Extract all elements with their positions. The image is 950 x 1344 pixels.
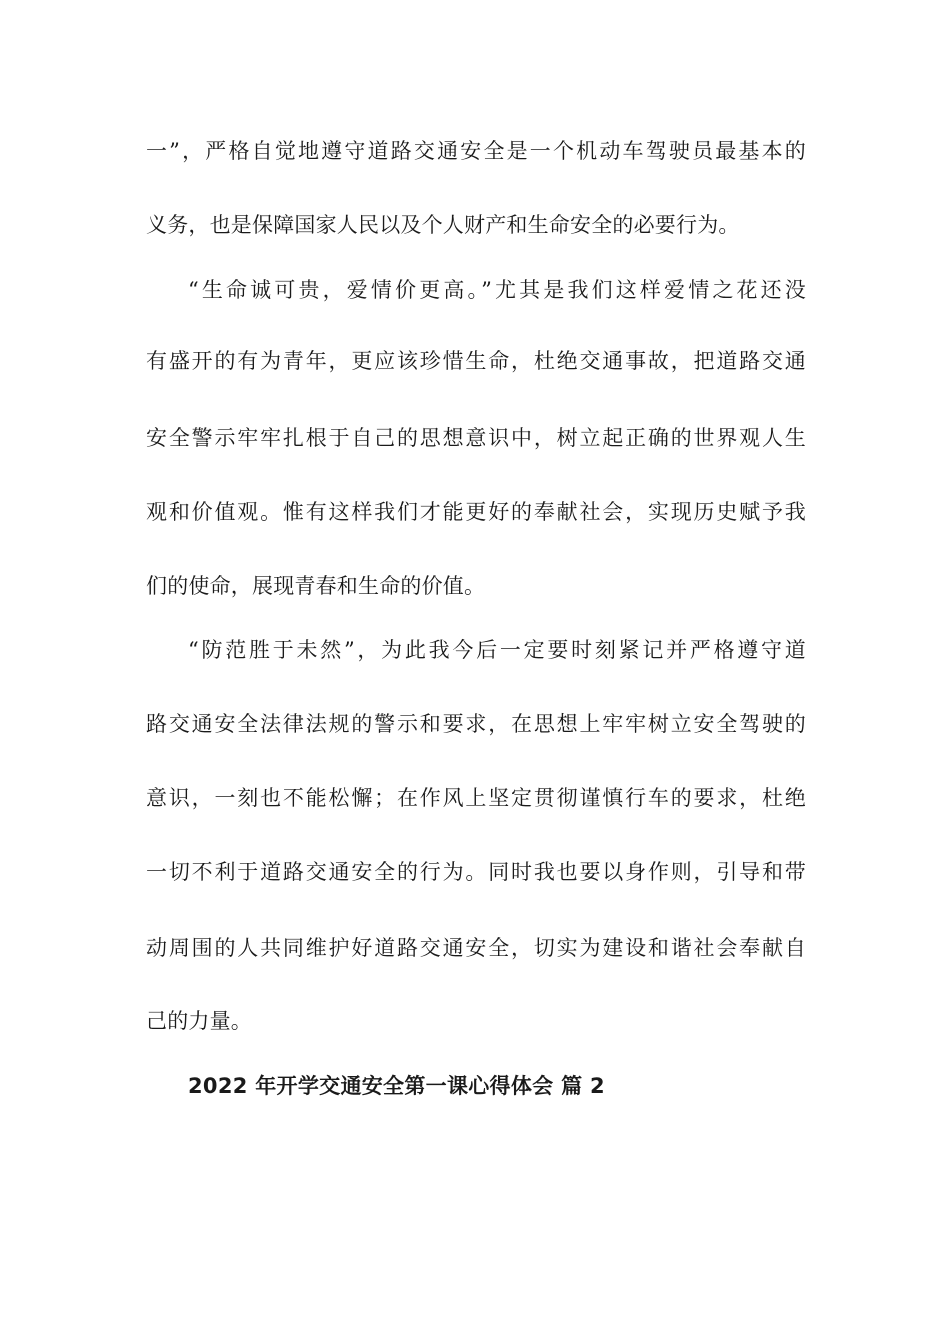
paragraph-line: “生命诚可贵，爱情价更高。”尤其是我们这样爱情之花还没	[188, 278, 806, 302]
paragraph-line: 意识，一刻也不能松懈；在作风上坚定贯彻谨慎行车的要求，杜绝	[146, 786, 806, 810]
paragraph-line: 动周围的人共同维护好道路交通安全，切实为建设和谐社会奉献自	[146, 936, 806, 960]
paragraph-line: 义务，也是保障国家人民以及个人财产和生命安全的必要行为。	[146, 213, 740, 237]
paragraph-line: 们的使命，展现青春和生命的价值。	[146, 574, 486, 598]
section-heading: 2022 年开学交通安全第一课心得体会 篇 2	[188, 1074, 605, 1098]
paragraph-line: 观和价值观。惟有这样我们才能更好的奉献社会，实现历史赋予我	[146, 500, 806, 524]
paragraph-line: 一切不利于道路交通安全的行为。同时我也要以身作则，引导和带	[146, 860, 806, 884]
paragraph-line: 安全警示牢牢扎根于自己的思想意识中，树立起正确的世界观人生	[146, 426, 806, 450]
paragraph-line: 路交通安全法律法规的警示和要求，在思想上牢牢树立安全驾驶的	[146, 712, 806, 736]
paragraph-line: “防范胜于未然”，为此我今后一定要时刻紧记并严格遵守道	[188, 638, 806, 662]
paragraph-line: 己的力量。	[146, 1009, 252, 1033]
paragraph-line: 一”，严格自觉地遵守道路交通安全是一个机动车驾驶员最基本的	[146, 139, 806, 163]
paragraph-line: 有盛开的有为青年，更应该珍惜生命，杜绝交通事故，把道路交通	[146, 349, 806, 373]
